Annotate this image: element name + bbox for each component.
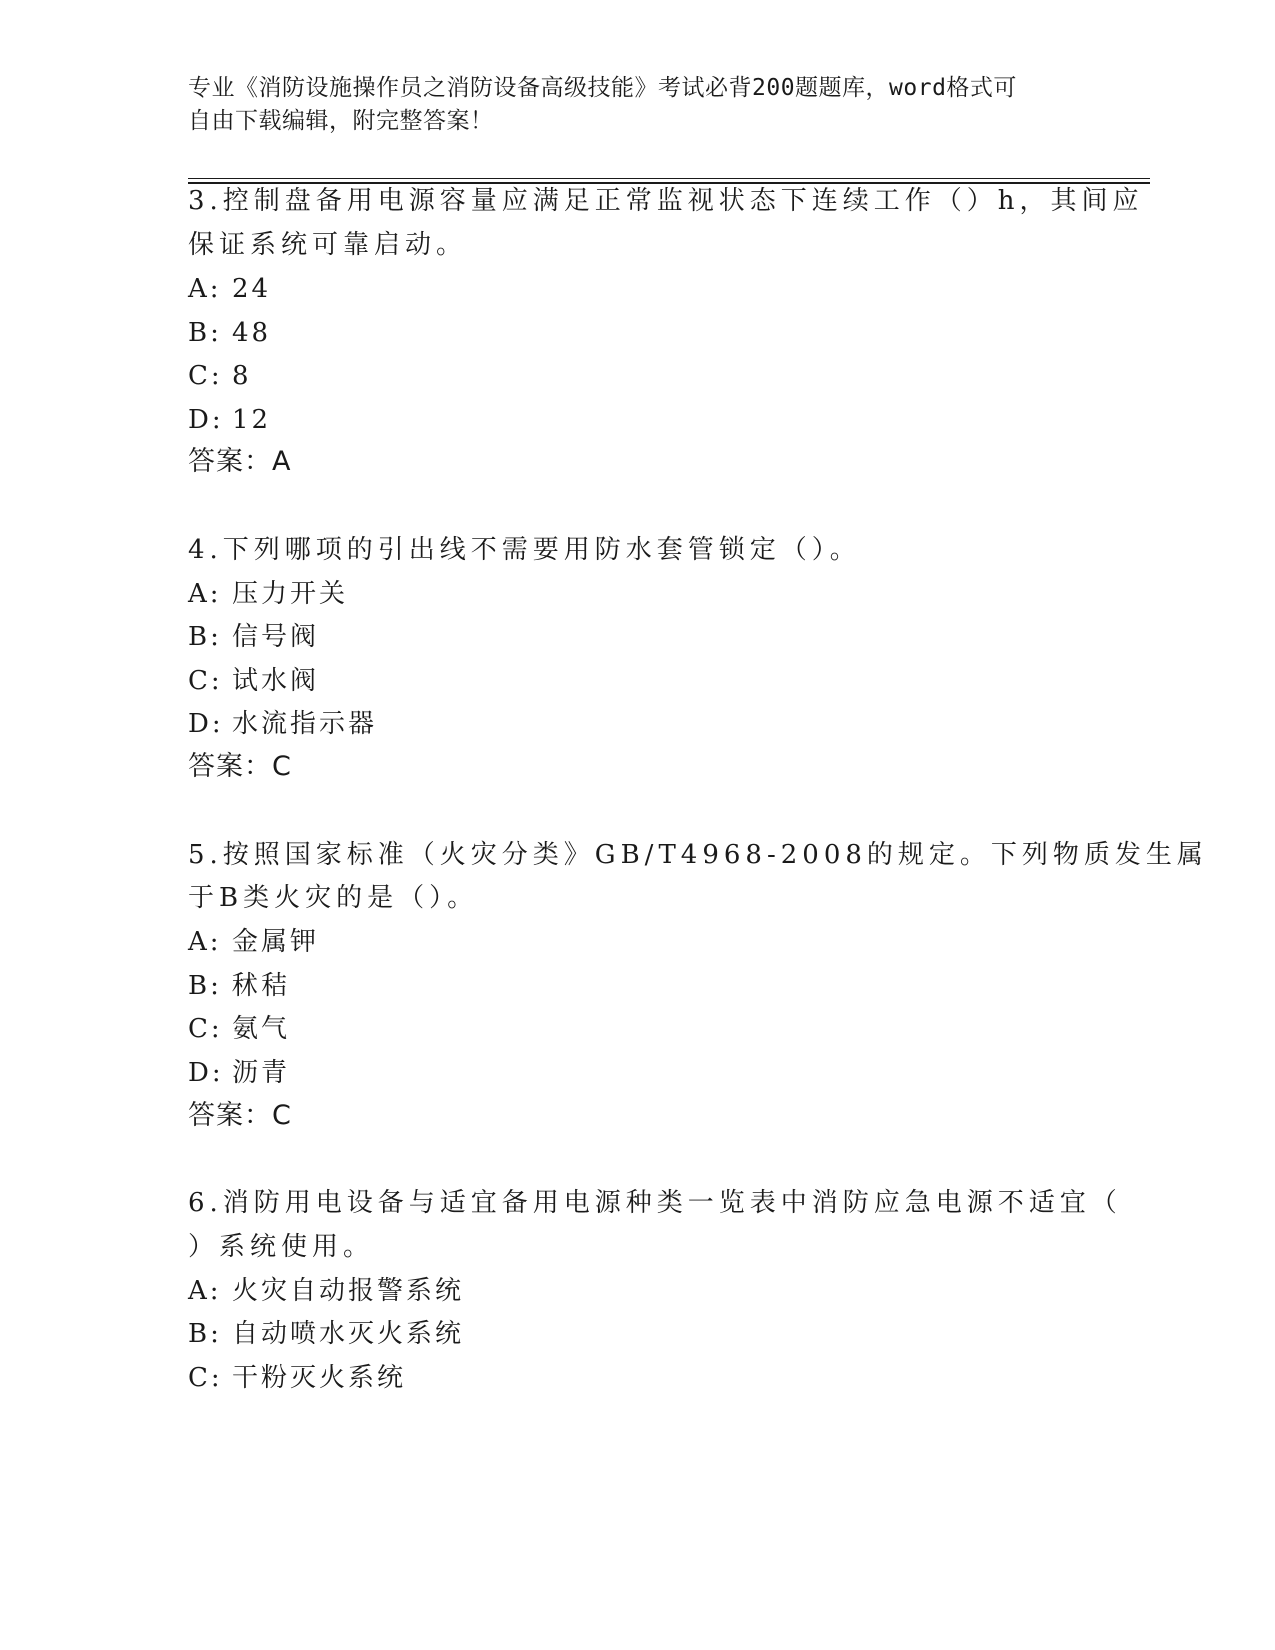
option-key: B: <box>188 1319 222 1349</box>
question-stem-line: 4.下列哪项的引出线不需要用防水套管锁定（）。 <box>188 535 861 565</box>
option-a <box>188 579 348 609</box>
option-key: D: <box>188 709 224 739</box>
option-key: B: <box>188 622 222 652</box>
option-key: D: <box>188 1058 224 1088</box>
option-text: 水流指示器 <box>232 709 378 739</box>
option-key: C: <box>188 1363 223 1393</box>
option-b <box>188 971 290 1001</box>
option-key: C: <box>188 1014 223 1044</box>
header-divider-thin <box>188 178 1150 179</box>
option-key: A: <box>188 274 222 304</box>
option-text: 48 <box>232 318 272 348</box>
question-stem-line: 5.按照国家标准（火灾分类》GB/T4968-2008的规定。下列物质发生属 <box>188 840 1208 870</box>
question-stem-line: 6.消防用电设备与适宜备用电源种类一览表中消防应急电源不适宜（ <box>188 1188 1122 1218</box>
option-text: 秫秸 <box>232 971 291 1001</box>
option-text: 金属钾 <box>232 927 320 957</box>
option-c <box>188 1014 290 1044</box>
option-text: 24 <box>232 274 272 304</box>
header-line-1: 专业《消防设施操作员之消防设备高级技能》考试必背200题题库，word格式可 <box>188 75 1017 101</box>
option-a <box>188 927 319 957</box>
option-text: 沥青 <box>232 1058 291 1088</box>
question-stem-line: ）系统使用。 <box>188 1232 375 1262</box>
option-text: 干粉灭火系统 <box>232 1363 407 1393</box>
answer-label: 答案：C <box>188 1100 292 1131</box>
option-b <box>188 318 271 348</box>
option-d <box>188 405 271 435</box>
answer-label: 答案：C <box>188 751 292 782</box>
option-key: B: <box>188 318 222 348</box>
option-text: 8 <box>232 361 252 391</box>
option-a <box>188 274 271 304</box>
document-header <box>188 72 1088 138</box>
option-text: 火灾自动报警系统 <box>232 1276 465 1306</box>
option-text: 信号阀 <box>232 622 320 652</box>
option-c <box>188 666 319 696</box>
answer-label: 答案：A <box>188 446 292 477</box>
option-b <box>188 1319 464 1349</box>
option-d <box>188 709 377 739</box>
option-text: 氨气 <box>232 1014 291 1044</box>
option-key: A: <box>188 1276 222 1306</box>
option-c <box>188 361 252 391</box>
option-key: A: <box>188 579 222 609</box>
option-text: 自动喷水灭火系统 <box>232 1319 465 1349</box>
question-stem-line: 于B类火灾的是（）。 <box>188 883 479 913</box>
option-key: D: <box>188 405 224 435</box>
option-key: C: <box>188 361 223 391</box>
header-line-2: 自由下载编辑，附完整答案！ <box>188 108 494 134</box>
option-key: C: <box>188 666 223 696</box>
option-key: A: <box>188 927 222 957</box>
option-c <box>188 1363 406 1393</box>
header-divider-thick <box>188 182 1150 184</box>
option-b <box>188 622 319 652</box>
question-stem-line: 保证系统可靠启动。 <box>188 230 468 260</box>
option-key: B: <box>188 971 222 1001</box>
option-text: 试水阀 <box>232 666 320 696</box>
option-text: 压力开关 <box>232 579 349 609</box>
option-a <box>188 1276 464 1306</box>
option-text: 12 <box>232 405 272 435</box>
option-d <box>188 1058 290 1088</box>
question-stem-line: 3.控制盘备用电源容量应满足正常监视状态下连续工作（）h，其间应 <box>188 186 1144 216</box>
